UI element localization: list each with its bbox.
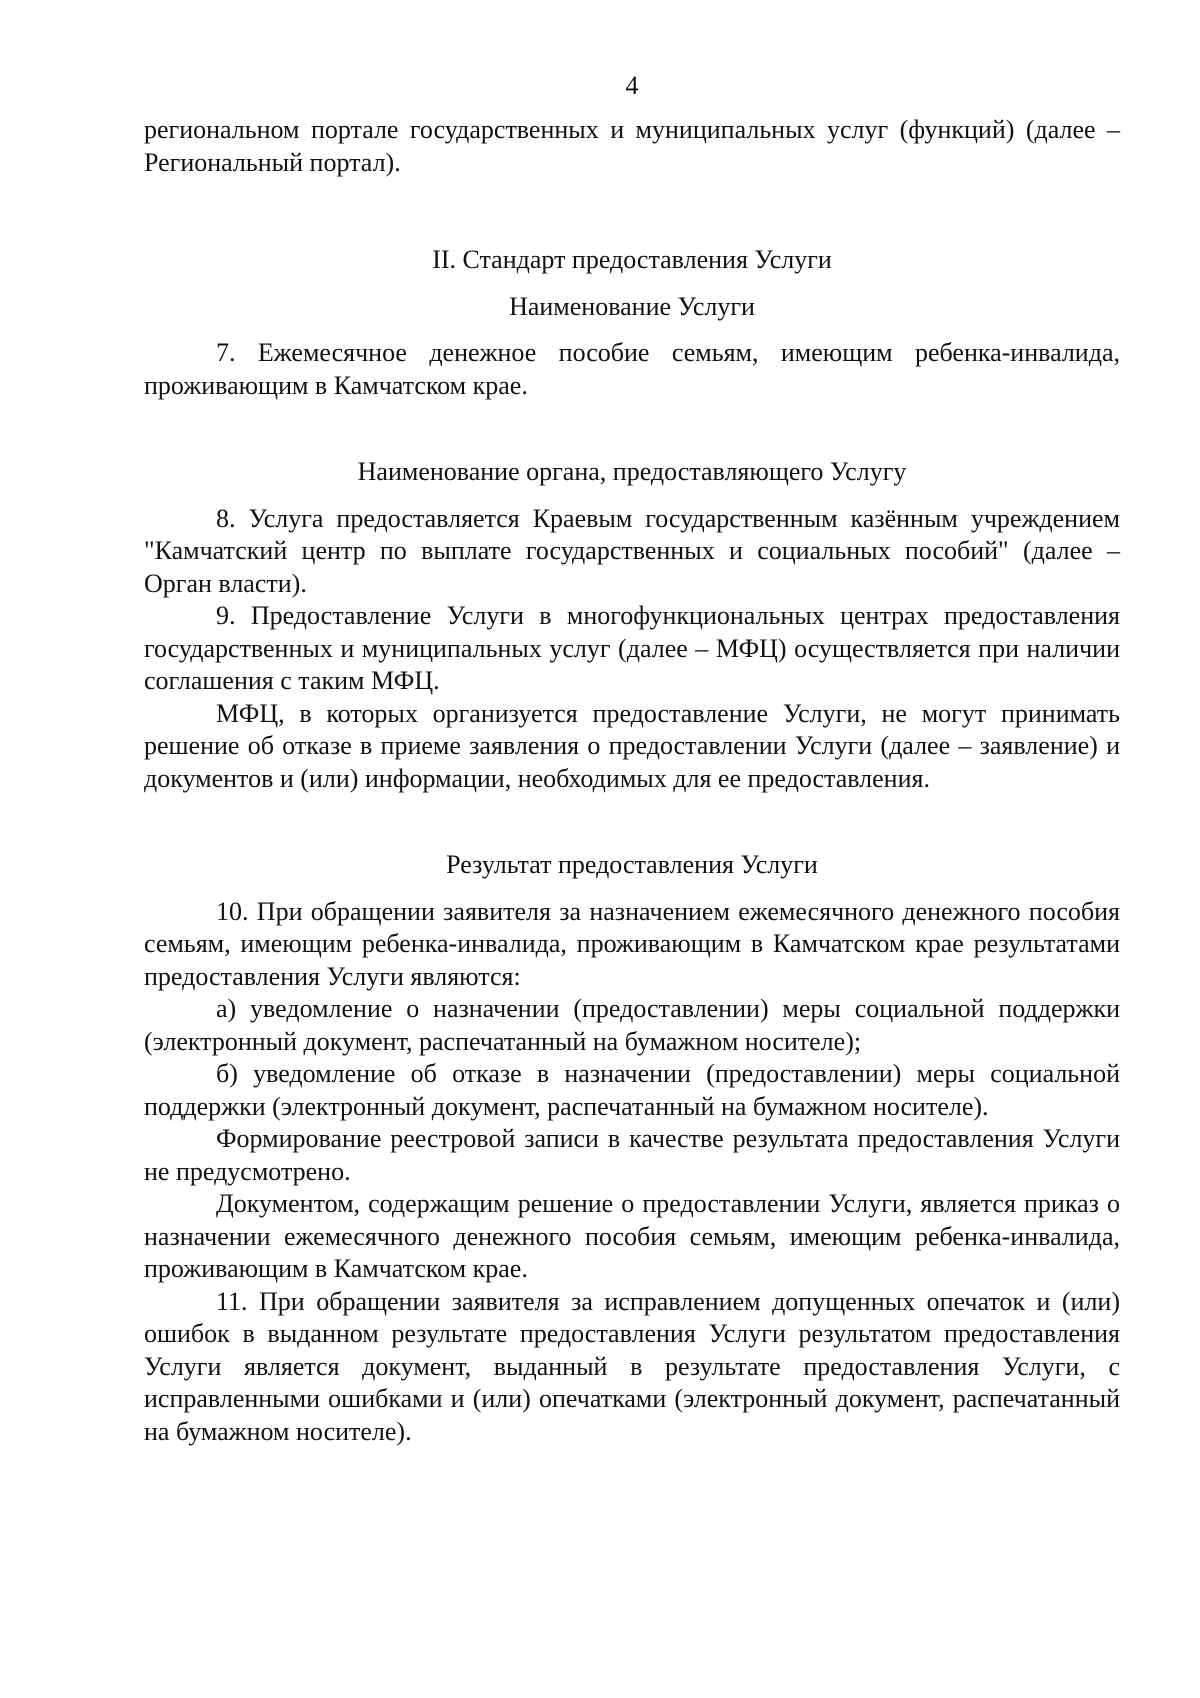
paragraph-mfc: МФЦ, в которых организуется предоставление Услуги, не могут принимать решение об отказе в приеме заявления о предоставлении Услуги (далее – заявление) и документов и (или) информации, необходимых для ее предоставления. [144,698,1120,793]
paragraph-7: 7. Ежемесячное денежное пособие семьям, имеющим ребенка-инвалида, проживающим в Камчатском крае. [144,338,1120,400]
document-body [144,114,1120,1448]
paragraph-decision-document: Документом, содержащим решение о предоставлении Услуги, является приказ о назначении ежемесячного денежного пособия семьям, имеющим ребенка-инвалида, проживающим в Камчатском крае. [144,1189,1120,1283]
paragraph-8: 8. Услуга предоставляется Краевым государственным казённым учреждением "Камчатский центр по выплате государственных и социальных пособий" (далее – Орган власти). [144,503,1120,598]
paragraph-10-a: а) уведомление о назначении (предоставлении) меры социальной поддержки (электронный документ, распечатанный на бумажном носителе); [144,994,1120,1056]
page-number: 4 [625,71,639,100]
subsection-heading-authority: Наименование органа, предоставляющего Услугу [357,457,907,486]
paragraph-9: 9. Предоставление Услуги в многофункциональных центрах предоставления государственных и муниципальных услуг (далее – МФЦ) осуществляется при наличии соглашения с таким МФЦ. [144,601,1120,695]
paragraph-registry: Формирование реестровой записи в качестве результата предоставления Услуги не предусмотрено. [144,1124,1120,1186]
paragraph-10: 10. При обращении заявителя за назначением ежемесячного денежного пособия семьям, имеющим ребенка-инвалида, проживающим в Камчатском крае результатами предоставления Услуги являются: [144,896,1120,991]
paragraph-11: 11. При обращении заявителя за исправлением допущенных опечаток и (или) ошибок в выданном результате предоставления Услуги результатом предоставления Услуги является документ, выданный в результате предоставления Услуги, с исправленными ошибками и (или) опечатками (электронный документ, распечатанный на бумажном носителе). [144,1286,1120,1446]
section-title: II. Стандарт предоставления Услуги [432,245,832,274]
continuation-paragraph: региональном портале государственных и муниципальных услуг (функций) (далее – Региональный портал). [144,115,1120,177]
subsection-heading-name: Наименование Услуги [509,291,755,321]
subsection-heading-result: Результат предоставления Услуги [446,850,818,879]
paragraph-10-b: б) уведомление об отказе в назначении (предоставлении) меры социальной поддержки (электронный документ, распечатанный на бумажном носителе). [144,1059,1120,1121]
